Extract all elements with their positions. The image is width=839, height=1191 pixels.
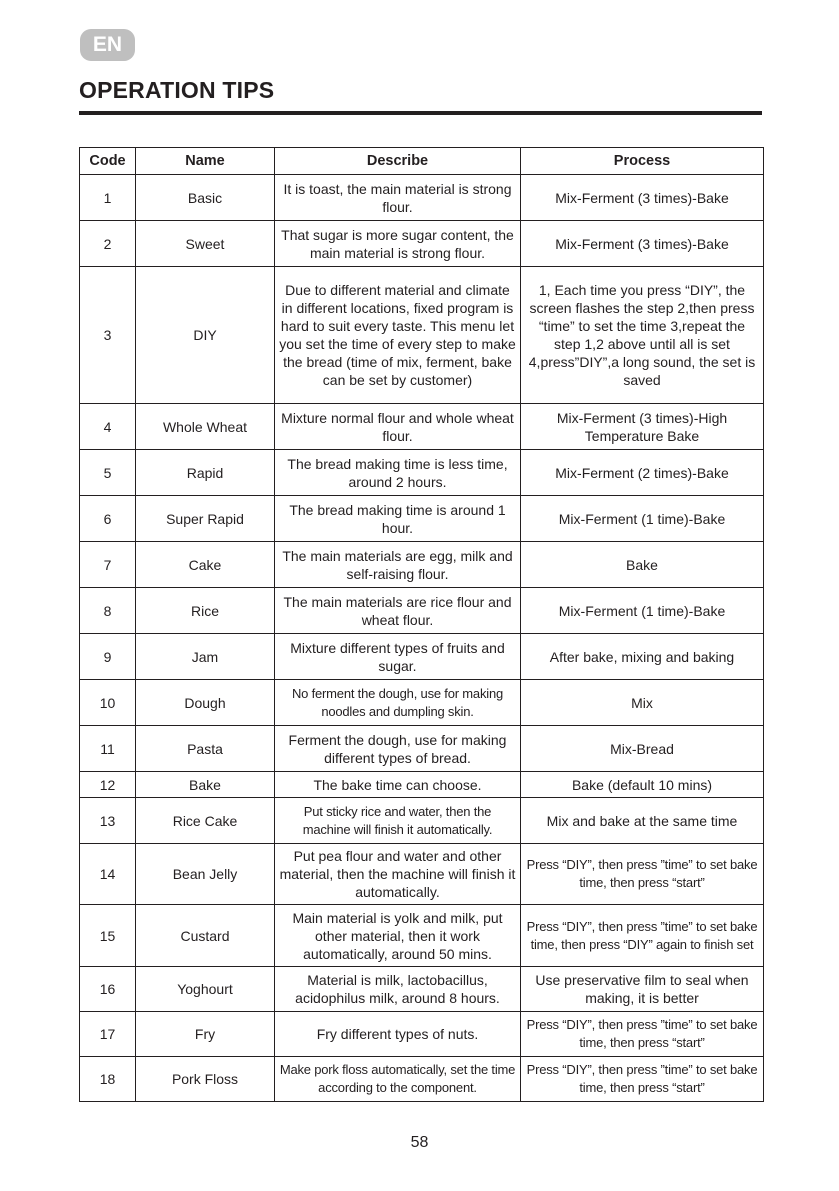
cell-describe: The bread making time is around 1 hour. [275, 496, 521, 542]
cell-process: Mix-Ferment (2 times)-Bake [521, 450, 764, 496]
table-row [80, 967, 764, 1012]
cell-name: Basic [136, 175, 275, 221]
table-row [80, 588, 764, 634]
cell-code: 13 [80, 798, 136, 844]
cell-process: After bake, mixing and baking [521, 634, 764, 680]
cell-describe: It is toast, the main material is strong flour. [275, 175, 521, 221]
cell-describe: That sugar is more sugar content, the main material is strong flour. [275, 221, 521, 267]
cell-name: Rapid [136, 450, 275, 496]
cell-process: Mix-Ferment (3 times)-High Temperature Bake [521, 404, 764, 450]
header-name: Name [136, 148, 275, 175]
table-row [80, 798, 764, 844]
cell-code: 14 [80, 844, 136, 905]
cell-code: 6 [80, 496, 136, 542]
header-describe: Describe [275, 148, 521, 175]
cell-describe: Mixture different types of fruits and sugar. [275, 634, 521, 680]
cell-process: Press “DIY”, then press ”time” to set bake time, then press “DIY” again to finish set [521, 905, 764, 967]
cell-describe: Fry different types of nuts. [275, 1012, 521, 1057]
cell-describe: Mixture normal flour and whole wheat flour. [275, 404, 521, 450]
cell-code: 5 [80, 450, 136, 496]
cell-name: Bake [136, 772, 275, 798]
cell-code: 2 [80, 221, 136, 267]
cell-code: 11 [80, 726, 136, 772]
cell-process: Bake (default 10 mins) [521, 772, 764, 798]
cell-describe: Due to different material and climate in different locations, fixed program is hard to suit every taste. This menu let you set the time of every step to make the bread (time of mix, ferment, bake can be set by customer) [275, 267, 521, 404]
cell-describe: Put sticky rice and water, then the machine will finish it automatically. [275, 798, 521, 844]
cell-describe: Ferment the dough, use for making different types of bread. [275, 726, 521, 772]
language-badge: EN [80, 29, 135, 61]
cell-code: 4 [80, 404, 136, 450]
table-row [80, 404, 764, 450]
cell-name: Dough [136, 680, 275, 726]
table-row [80, 496, 764, 542]
cell-name: Sweet [136, 221, 275, 267]
cell-code: 1 [80, 175, 136, 221]
header-code: Code [80, 148, 136, 175]
page-title: OPERATION TIPS [79, 77, 275, 103]
table-row [80, 1012, 764, 1057]
cell-process: Use preservative film to seal when making, it is better [521, 967, 764, 1012]
cell-describe: Material is milk, lactobacillus, acidophilus milk, around 8 hours. [275, 967, 521, 1012]
cell-code: 7 [80, 542, 136, 588]
cell-name: Cake [136, 542, 275, 588]
cell-describe: The bread making time is less time, around 2 hours. [275, 450, 521, 496]
cell-process: Mix-Ferment (3 times)-Bake [521, 221, 764, 267]
cell-name: Jam [136, 634, 275, 680]
table-row [80, 634, 764, 680]
cell-name: Super Rapid [136, 496, 275, 542]
header-process: Process [521, 148, 764, 175]
table-row [80, 1057, 764, 1102]
cell-name: Fry [136, 1012, 275, 1057]
cell-describe: Put pea flour and water and other material, then the machine will finish it automatically. [275, 844, 521, 905]
cell-name: Rice Cake [136, 798, 275, 844]
table-row [80, 772, 764, 798]
cell-process: Press “DIY”, then press ”time” to set bake time, then press “start” [521, 844, 764, 905]
cell-process: Mix-Ferment (1 time)-Bake [521, 588, 764, 634]
cell-describe: The main materials are rice flour and wheat flour. [275, 588, 521, 634]
cell-name: DIY [136, 267, 275, 404]
table-row [80, 175, 764, 221]
cell-name: Bean Jelly [136, 844, 275, 905]
cell-process: Mix and bake at the same time [521, 798, 764, 844]
cell-describe: The bake time can choose. [275, 772, 521, 798]
table-row [80, 844, 764, 905]
table-row [80, 267, 764, 404]
cell-code: 17 [80, 1012, 136, 1057]
cell-code: 16 [80, 967, 136, 1012]
cell-code: 15 [80, 905, 136, 967]
cell-name: Rice [136, 588, 275, 634]
cell-name: Pasta [136, 726, 275, 772]
cell-name: Pork Floss [136, 1057, 275, 1102]
table-row [80, 450, 764, 496]
cell-describe: The main materials are egg, milk and self-raising flour. [275, 542, 521, 588]
table-header-row [80, 148, 764, 175]
cell-describe: No ferment the dough, use for making noodles and dumpling skin. [275, 680, 521, 726]
table-row [80, 680, 764, 726]
cell-name: Yoghourt [136, 967, 275, 1012]
table-row [80, 542, 764, 588]
cell-process: Press “DIY”, then press ”time” to set bake time, then press “start” [521, 1012, 764, 1057]
cell-code: 10 [80, 680, 136, 726]
cell-process: Bake [521, 542, 764, 588]
cell-process: Mix-Bread [521, 726, 764, 772]
title-divider [79, 111, 762, 115]
cell-code: 8 [80, 588, 136, 634]
cell-code: 18 [80, 1057, 136, 1102]
table-row [80, 726, 764, 772]
cell-process: Mix-Ferment (1 time)-Bake [521, 496, 764, 542]
cell-describe: Main material is yolk and milk, put other material, then it work automatically, around 50 mins. [275, 905, 521, 967]
cell-name: Whole Wheat [136, 404, 275, 450]
page-number: 58 [410, 1134, 429, 1151]
cell-process: Mix-Ferment (3 times)-Bake [521, 175, 764, 221]
cell-name: Custard [136, 905, 275, 967]
cell-process: Press “DIY”, then press ”time” to set bake time, then press “start” [521, 1057, 764, 1102]
cell-process: 1, Each time you press “DIY”, the screen flashes the step 2,then press “time” to set the time 3,repeat the step 1,2 above until all is set 4,press”DIY”,a long sound, the set is saved [521, 267, 764, 404]
operation-tips-table [79, 147, 764, 1102]
cell-code: 3 [80, 267, 136, 404]
cell-code: 9 [80, 634, 136, 680]
cell-code: 12 [80, 772, 136, 798]
table-row [80, 221, 764, 267]
cell-describe: Make pork floss automatically, set the time according to the component. [275, 1057, 521, 1102]
table-row [80, 905, 764, 967]
cell-process: Mix [521, 680, 764, 726]
